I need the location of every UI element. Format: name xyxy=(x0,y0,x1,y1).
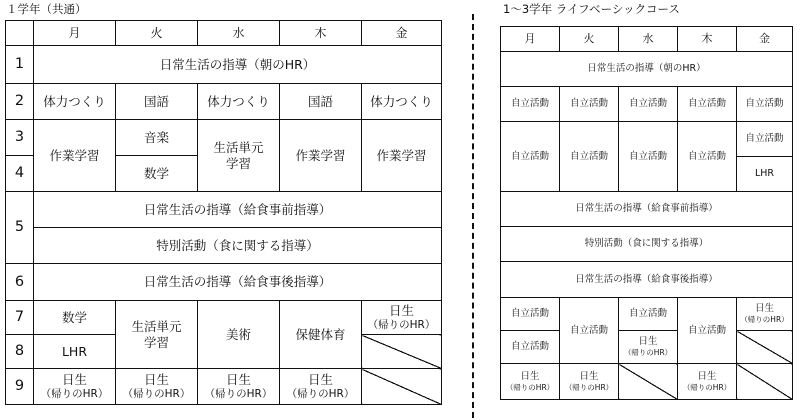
period-1-cell: 日常生活の指導（朝のHR） xyxy=(501,52,793,87)
period-34-thu: 作業学習 xyxy=(280,120,362,192)
period-78-thu: 保健体育 xyxy=(280,301,362,369)
period-9-mon xyxy=(501,364,560,400)
left-table-title: １学年（共通） xyxy=(6,2,87,16)
period-78-tue: 自立活動 xyxy=(560,298,619,364)
hr-main: 日生 xyxy=(754,303,774,315)
period-2-wed: 体力つくり xyxy=(198,84,280,120)
period-34-mon: 作業学習 xyxy=(34,120,116,192)
dashed-divider xyxy=(472,14,474,418)
hr-sub: （帰りのHR） xyxy=(204,387,273,400)
period-1-label: 1 xyxy=(6,46,34,84)
hr-main: 日生 xyxy=(520,370,540,382)
period-9-fri-empty xyxy=(737,364,793,400)
period-5-label: 5 xyxy=(6,192,34,264)
period-9-tue xyxy=(560,364,619,400)
hr-sub: （帰りのHR） xyxy=(682,382,732,392)
hr-main: 日生 xyxy=(638,336,658,348)
period-34-wed: 生活単元 学習 xyxy=(198,120,280,192)
period-7-mon: 自立活動 xyxy=(501,298,560,331)
day-header-thu: 木 xyxy=(678,27,737,52)
period-2-thu: 自立活動 xyxy=(678,87,737,122)
period-9-label: 9 xyxy=(6,369,34,405)
period-3-tue: 音楽 xyxy=(116,120,198,156)
period-6-label: 6 xyxy=(6,264,34,301)
period-9-thu xyxy=(280,369,362,405)
period-78-tue: 生活単元 学習 xyxy=(116,301,198,369)
period-6-cell: 日常生活の指導（給食事後指導） xyxy=(34,264,442,301)
timetable-life-basic-course xyxy=(500,26,793,400)
period-2-label: 2 xyxy=(6,84,34,120)
period-7-label: 7 xyxy=(6,301,34,335)
hr-sub: （帰りのHR） xyxy=(40,387,109,400)
period-34-thu: 自立活動 xyxy=(678,122,737,192)
period-2-wed: 自立活動 xyxy=(619,87,678,122)
hr-main: 日生 xyxy=(143,372,169,388)
day-header-wed: 水 xyxy=(619,27,678,52)
hr-sub: （帰りのHR） xyxy=(564,382,614,392)
hr-sub: （帰りのHR） xyxy=(623,348,673,358)
corner-cell xyxy=(6,21,34,46)
period-9-tue xyxy=(116,369,198,405)
period-8-wed xyxy=(619,331,678,364)
period-9-fri-empty xyxy=(362,369,442,405)
period-7-wed: 自立活動 xyxy=(619,298,678,331)
hr-sub: （帰りのHR） xyxy=(505,382,555,392)
period-9-wed-empty xyxy=(619,364,678,400)
period-2-fri: 体力つくり xyxy=(362,84,442,120)
period-5a-cell: 日常生活の指導（給食事前指導） xyxy=(34,192,442,228)
period-8-fri-empty xyxy=(737,331,793,364)
hr-main: 日生 xyxy=(61,372,87,388)
period-5a-cell: 日常生活の指導（給食事前指導） xyxy=(501,192,793,227)
period-5b-cell: 特別活動（食に関する指導） xyxy=(501,227,793,262)
period-2-thu: 国語 xyxy=(280,84,362,120)
period-2-mon: 自立活動 xyxy=(501,87,560,122)
day-header-fri: 金 xyxy=(737,27,793,52)
period-34-tue: 自立活動 xyxy=(560,122,619,192)
hr-sub: （帰りのHR） xyxy=(740,315,789,325)
period-9-mon xyxy=(34,369,116,405)
hr-main: 日生 xyxy=(307,372,333,388)
period-4-tue: 数学 xyxy=(116,156,198,192)
period-8-label: 8 xyxy=(6,335,34,369)
period-78-thu: 自立活動 xyxy=(678,298,737,364)
period-1-cell: 日常生活の指導（朝のHR） xyxy=(34,46,442,84)
period-7-fri-main: 日生 xyxy=(388,303,414,319)
period-3-label: 3 xyxy=(6,120,34,156)
period-7-fri-sub: （帰りのHR） xyxy=(367,318,436,331)
hr-main: 日生 xyxy=(697,370,717,382)
day-header-wed: 水 xyxy=(198,21,280,46)
period-9-wed xyxy=(198,369,280,405)
period-34-fri: 作業学習 xyxy=(362,120,442,192)
period-6-cell: 日常生活の指導（給食事後指導） xyxy=(501,262,793,298)
day-header-tue: 火 xyxy=(116,21,198,46)
period-5b-cell: 特別活動（食に関する指導） xyxy=(34,228,442,264)
period-7-fri xyxy=(362,301,442,335)
period-2-fri: 自立活動 xyxy=(737,87,793,122)
period-8-mon: LHR xyxy=(34,335,116,369)
hr-sub: （帰りのHR） xyxy=(122,387,191,400)
day-header-mon: 月 xyxy=(501,27,560,52)
hr-sub: （帰りのHR） xyxy=(286,387,355,400)
period-2-tue: 国語 xyxy=(116,84,198,120)
period-34-mon: 自立活動 xyxy=(501,122,560,192)
period-4-label: 4 xyxy=(6,156,34,192)
period-3-fri: 自立活動 xyxy=(737,122,793,157)
period-8-mon: 自立活動 xyxy=(501,331,560,364)
day-header-tue: 火 xyxy=(560,27,619,52)
day-header-mon: 月 xyxy=(34,21,116,46)
period-9-thu xyxy=(678,364,737,400)
period-7-mon: 数学 xyxy=(34,301,116,335)
period-2-tue: 自立活動 xyxy=(560,87,619,122)
hr-main: 日生 xyxy=(579,370,599,382)
period-2-mon: 体力つくり xyxy=(34,84,116,120)
timetable-grade1 xyxy=(5,20,442,405)
period-4-fri: LHR xyxy=(737,157,793,192)
day-header-thu: 木 xyxy=(280,21,362,46)
day-header-fri: 金 xyxy=(362,21,442,46)
hr-main: 日生 xyxy=(225,372,251,388)
period-8-fri-empty xyxy=(362,335,442,369)
right-table-title: 1～3学年 ライフベーシックコース xyxy=(503,2,680,16)
period-78-wed: 美術 xyxy=(198,301,280,369)
period-7-fri xyxy=(737,298,793,331)
period-34-wed: 自立活動 xyxy=(619,122,678,192)
